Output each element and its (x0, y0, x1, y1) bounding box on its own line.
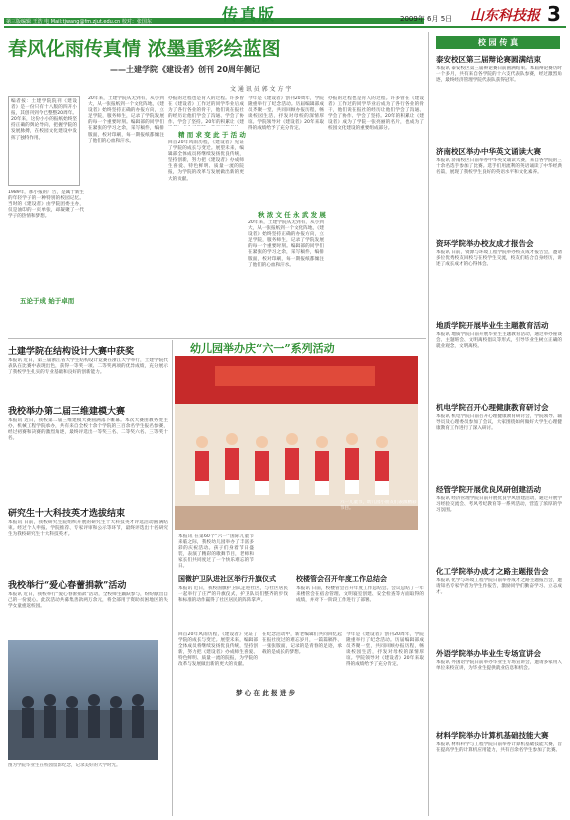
center-story-title-3: 校楼管会召开年度工作总结会 (296, 574, 387, 583)
right-story-title-6: 经管学院开展优良风研创建活动 (436, 485, 541, 494)
left-story-body-1: 本报讯 近日，第三届浙江省大学生结构设计竞赛在浙江大学举行，土建学院代表队在比赛中表现出色，获得一等奖一项、二等奖两项的优异成绩，充分展示了我校学生扎实的专业基础和良好的创新能力。 (8, 358, 168, 376)
right-story-title-4: 地质学院开展毕业生主题教育活动 (436, 321, 549, 330)
page-number: 3 (547, 2, 561, 26)
right-story-title-3: 资环学院举办校友成才报告会 (436, 239, 534, 248)
left-column-divider (172, 340, 173, 816)
column-divider (428, 32, 429, 816)
center-story-title-2: 国微护卫队进社区举行升旗仪式 (178, 574, 276, 583)
right-story-title-1: 泰安校区第三届辩论赛圆满结束 (436, 55, 541, 64)
issue-date: 2009年 6月 5日 (400, 15, 453, 23)
left-story-title-2: 我校举办第二届三维建模大赛 (8, 407, 126, 417)
right-story-body-8: 本报讯 外国语学院日前举办毕业生专场宣讲会，邀请多家用人单位来校宣讲，为毕业生提供就业信息和机会。 (436, 660, 562, 672)
main-col-b: 办报的过程也是育人的过程。许多曾在《建设者》工作过的同学毕业后成为了各行各业的骨干，他们说在报社的经历让他们学会了沟通、学会了协作、学会了坚持。20年的积累让《建 (168, 96, 244, 126)
section-title: 传真版 (222, 5, 277, 24)
center-story-body-3: 本报讯 日前，校楼管会召开年度工作总结会。会议总结了一年来楼管会在宿舍管理、文明寝室创建、安全检查等方面取得的成绩，并对下一阶段工作进行了部署。 (296, 586, 424, 604)
center-subsection: 梦 心 在 此 报 进 步 (236, 689, 296, 697)
center-story-body-2: 本报讯 近日，我校国旗护卫队走进社区，与社区居民一起举行了庄严的升旗仪式，护卫队员们整齐的步伐和标准的动作赢得了社区居民的阵阵掌声。 (178, 586, 288, 604)
main-subsection-2: 精 而 求 变 此 于 活 动 (178, 131, 246, 139)
masthead-rule (4, 26, 566, 28)
right-story-body-1: 本报讯 泰安校区第三届辩论赛日前圆满结束。本届辩论赛历时一个多月，共有来自各学院的十六支代表队参赛，经过激烈角逐，最终经济管理学院代表队获得冠军。 (436, 66, 562, 84)
main-subsection-1: 五论于成 始于卓而 (20, 297, 75, 305)
right-story-title-8: 外语学院举办毕业生专场宣讲会 (436, 649, 541, 658)
masthead-editor-info: 第三版编辑 王浩 电 Mail:tjwang@fm.zjut.edu.cn 校对：张国东 (6, 19, 152, 25)
center-col-1: 回首20年风雨历程，《建设者》见证了学院的成长与变迁。展望未来，编辑部全体成员将继续发扬优良传统，坚持创新，努力把《建设者》办成师生喜爱、特色鲜明、质量一流的院报，为学院的改革与发展做出新的更大的贡献。 (178, 632, 258, 668)
editor-note: 编者按：土建学院院刊《建设者》是一份只有十八版的四开小报，其创刊到今已整整20周年。20年来，这份小小的报纸始终坚持正确的舆论导向，把握学院的发展脉搏，在校园文化建设中发挥了独特作用。 (8, 96, 80, 186)
left-story-title-3: 研究生十大科技英才选拔结束 (8, 509, 126, 519)
center-col-3: 今年是《建设者》创刊20周年，学院隆重举行了纪念活动。历届编辑部成员齐聚一堂，共同回顾办报历程，畅谈校园生活，抒发对母校的深情厚谊。学院领导对《建设者》20年来取得的成绩给予了充分肯定。 (346, 632, 424, 668)
masthead (0, 0, 570, 30)
right-story-body-2: 本报讯 济南校区日前举办中华英文诵读大赛，来自各学院的三十余名选手参加了比赛。选手们用流利的英语诵读了中华经典名篇，展现了我校学生良好的英语水平和文化素养。 (436, 158, 562, 176)
kids-photo-caption: 六一儿童节，幼儿园小朋友们表演精彩节目。 (340, 500, 417, 511)
left-story-title-1: 土建学院在结构设计大赛中获奖 (8, 347, 135, 357)
main-subhead: ——土建学院《建设者》创刊 20周年侧记 (110, 65, 260, 74)
left-story-body-4: 本报讯 近日，我校举行“爱心春蕾捐款”活动，全校师生踊跃参与，纷纷献出自己的一份爱心。此次活动共募集善款两万余元，将全部用于资助贫困地区的失学女童重返校园。 (8, 592, 168, 610)
center-story-body-1: 本报讯 在第60个“六一”国际儿童节来临之际，我校幼儿园举办了丰富多彩的庆祝活动。孩子们身着节日盛装，表演了精彩的歌舞节目，老师和家长们共同度过了一个快乐难忘的节日。 (178, 534, 254, 570)
graduates-photo (8, 640, 158, 760)
campus-news-banner: 校 园 传 真 (436, 36, 560, 49)
right-story-title-7: 化工学院举办成才之路主题报告会 (436, 567, 549, 576)
paper-name: 山东科技报 (470, 8, 540, 24)
left-story-body-2: 本报讯 近日，我校第二届三维建模大赛圆满落下帷幕。本次大赛由教务处主办，机械工程学院承办，共有来自全校十余个学院的三百余名学生报名参赛，经过初赛和决赛的激烈角逐，最终评选出一等奖三名、二等奖六名、三等奖十名。 (8, 418, 168, 442)
right-story-body-6: 本报讯 经济管理学院日前开展优良学风创建活动，通过开展学习经验交流会、考风考纪教育等一系列活动，营造了浓厚的学习氛围。 (436, 496, 562, 514)
right-story-body-3: 本报讯 日前，资源与环境工程学院举办校友成才报告会，邀请多位优秀校友回校与在校学生交流，校友们结合自身经历，讲述了成长成才的心得体会。 (436, 250, 562, 268)
main-col-c: 回首20年风雨历程，《建设者》见证了学院的成长与变迁。展望未来，编辑部全体成员将继续发扬优良传统，坚持创新，努力把《建设者》办成师生喜爱、特色鲜明、质量一流的院报，为学院的改革与发展做出新的更大的贡献。 (168, 140, 244, 182)
main-headline: 春风化雨传真情 浓墨重彩绘蓝图 (8, 38, 281, 60)
center-col-2: 在纪念活动中，新老编辑们共同回忆起在报社度过的难忘岁月，一篇篇稿件、一张张版面，记录的是青春的足迹，承载的是成长的梦想。 (262, 632, 342, 656)
main-byline: 文 通 讯 员 郭 文 方 宇 (230, 86, 292, 93)
right-story-body-4: 本报讯 地质学院日前开展毕业生主题教育活动，通过举办座谈会、主题班会、文明离校倡议等形式，引导毕业生树立正确的就业观念，文明离校。 (436, 332, 562, 350)
graduates-photo-caption: 图为学院毕业生在校园留影纪念，记录美好的大学时光。 (8, 763, 121, 768)
right-story-body-9: 本报讯 材料科学与工程学院日前举办计算机基础技能大赛，旨在提高学生的计算机应用能力，共有百余名学生参加了比赛。 (436, 742, 562, 754)
right-story-body-5: 本报讯 机电学院日前召开心理健康教育研讨会，学院领导、辅导员及心理委员参加了会议，大家围绕如何做好大学生心理健康教育工作进行了深入研讨。 (436, 414, 562, 432)
main-col-d-cont: 20年来，土建学院从无到有，从小到大，从一张报纸到一个文化阵地，《建设者》始终坚持正确的办报方向，立足学院，服务师生，记录了学院发展的每一个重要时刻。编辑部的同学们在紧张的学习之余，采写稿件，编排版面，校对印刷，每一期报纸都倾注了他们的心血和汗水。 (248, 220, 324, 268)
graduates-photo-art (8, 640, 158, 760)
main-col-a: 20年来，土建学院从无到有，从小到大，从一张报纸到一个文化阵地，《建设者》始终坚持正确的办报方向，立足学院，服务师生，记录了学院发展的每一个重要时刻。编辑部的同学们在紧张的学习之余，采写稿件，编排版面，校对印刷，每一期报纸都倾注了他们的心血和汗水。 (88, 96, 164, 144)
section-divider (8, 338, 426, 339)
main-intro: 1989年，那小报的广告，是属于新生的年轻学子的一种特别的校园记忆。当时的《建设者》由学院团委主办，仅是油印的一页单张，却凝聚了一代学子的热情和梦想。 (8, 190, 84, 220)
left-story-title-4: 我校举行“爱心春蕾捐款”活动 (8, 581, 127, 591)
right-story-title-9: 材料学院举办计算机基础技能大赛 (436, 731, 549, 740)
right-story-title-5: 机电学院召开心理健康教育研讨会 (436, 403, 549, 412)
left-story-body-3: 本报讯 日前，我校研究生院组织开展的研究生十大科技英才评选活动圆满结束。经过个人申报、学院推荐、专家评审和公示等环节，最终评选出十名研究生为我校研究生十大科技英才。 (8, 520, 168, 538)
main-col-e: 办报的过程也是育人的过程。许多曾在《建设者》工作过的同学毕业后成为了各行各业的骨干，他们说在报社的经历让他们学会了沟通、学会了协作、学会了坚持。20年的积累让《建设者》成为了学院一张亮丽的名片，也成为了校园文化建设的重要组成部分。 (328, 96, 424, 132)
main-col-d: 今年是《建设者》创刊20周年，学院隆重举行了纪念活动。历届编辑部成员齐聚一堂，共同回顾办报历程，畅谈校园生活，抒发对母校的深情厚谊。学院领导对《建设者》20年来取得的成绩给予了充分肯定。 (248, 96, 324, 132)
center-story-title-1: 幼儿园举办庆“六一”系列活动 (190, 342, 335, 355)
right-story-title-2: 济南校区举办中华英文诵读大赛 (436, 147, 541, 156)
main-subsection-3: 秋 浓 文 任 永 武 发 展 (258, 211, 326, 219)
right-story-body-7: 本报讯 化学与环境工程学院日前举办成才之路主题报告会，邀请知名专家学者为学生作报告，激励同学们勤奋学习、立志成才。 (436, 578, 562, 596)
